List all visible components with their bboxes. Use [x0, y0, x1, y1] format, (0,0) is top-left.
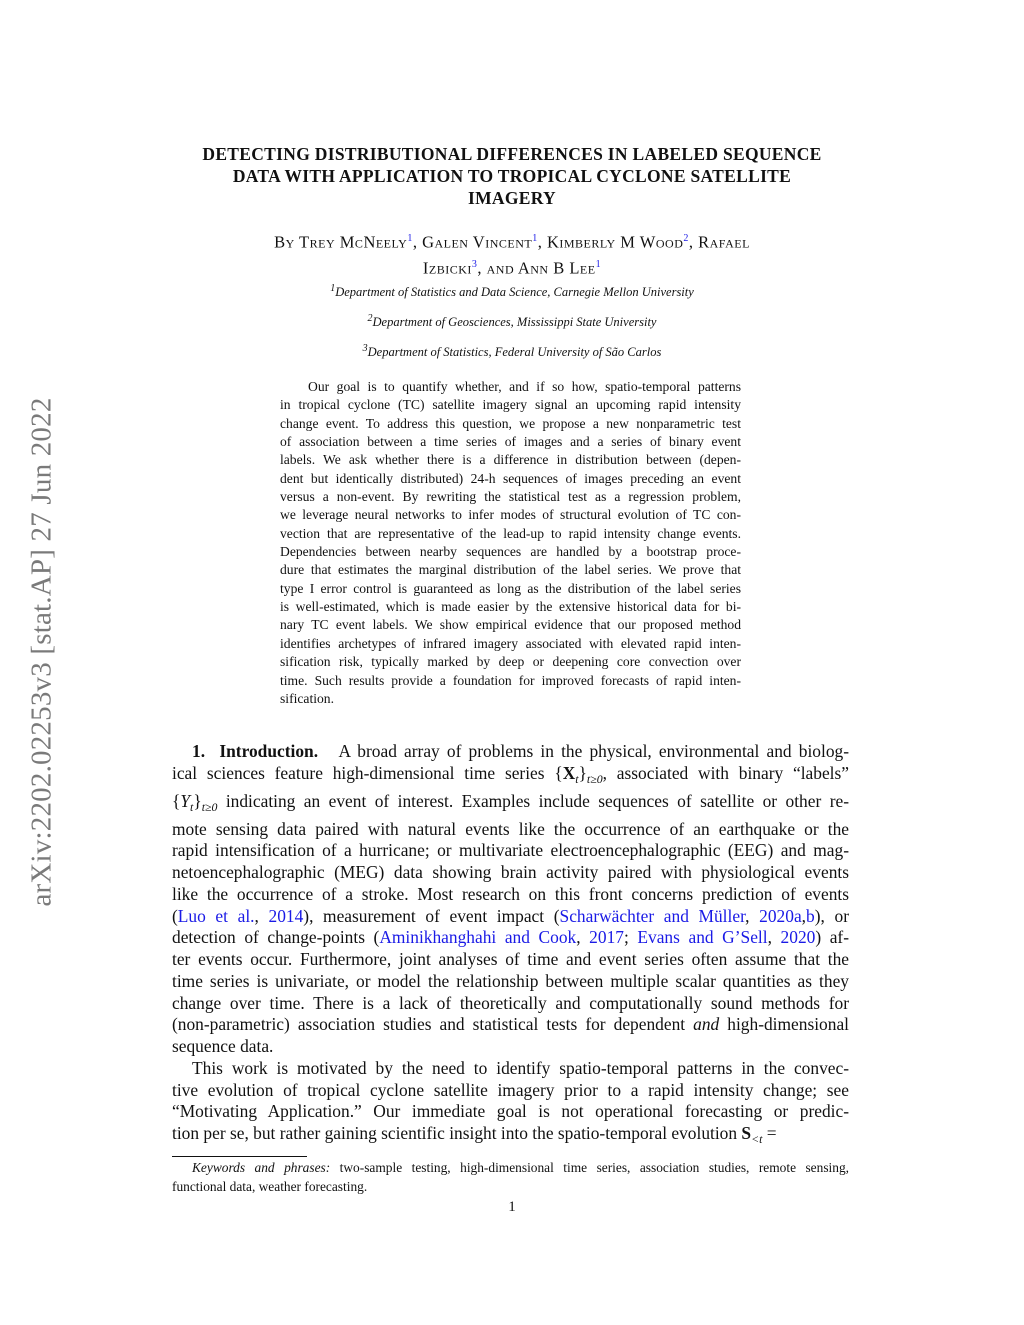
text-segment: labels. We ask whether there is a difference in distribution between (depen- — [280, 452, 741, 468]
text-line — [172, 819, 849, 841]
text-segment: ), or — [814, 905, 849, 926]
text-line — [172, 927, 849, 949]
text-line — [172, 1177, 849, 1196]
text-segment: we leverage neural networks to infer modes of structural evolution of TC con- — [280, 507, 741, 523]
affiliation-mark[interactable]: 1 — [532, 233, 538, 244]
text-line — [280, 672, 741, 690]
text-segment: detection of change-points ( — [172, 927, 380, 948]
affiliation-mark[interactable]: 1 — [407, 233, 413, 244]
text-line — [280, 415, 741, 433]
text-line — [280, 378, 741, 396]
text-line — [172, 791, 849, 819]
text-segment: , associated with binary “labels” — [602, 762, 849, 783]
text-line — [280, 488, 741, 506]
author-list: By Trey McNeely$^1$, Galen Vincent$^1$, Kimberly M Wood$^2$, Rafael Izbicki$^3$, and Ann B Lee$^1$ — [274, 232, 750, 277]
text-segment: indicating an event of interest. Examples include sequences of satellite or other re- — [217, 790, 849, 811]
author-name: Izbicki — [422, 258, 472, 277]
citation-link[interactable]: 2020a — [759, 905, 802, 926]
text-line — [280, 433, 741, 451]
text-segment: Dependencies between nearby sequences are handled by a bootstrap proce- — [280, 544, 741, 560]
title-line: DETECTING DISTRIBUTIONAL DIFFERENCES IN LABELED SEQUENCE — [202, 144, 822, 164]
text-segment: ; — [623, 927, 638, 948]
text-line — [280, 396, 741, 414]
paper-title — [160, 143, 864, 209]
author-name: By Trey McNeely — [274, 232, 408, 252]
text-segment: versus a non-event. By rewriting the statistical test as a regression problem, — [280, 489, 741, 505]
text-segment: This work is motivated by the need to identify spatio-temporal patterns in the convec- — [192, 1057, 849, 1078]
affiliation — [160, 313, 864, 330]
author-name: Galen Vincent — [422, 232, 533, 252]
text-segment: “Motivating Application.” Our immediate goal is not operational forecasting or predic- — [172, 1101, 849, 1122]
affiliation-text: Department of Statistics, Federal University of São Carlos — [367, 345, 662, 360]
text-segment: dure that estimates the marginal distribution of the label series. We prove that — [280, 562, 741, 578]
affiliation-number: 2 — [367, 313, 373, 324]
text-line — [172, 1158, 849, 1177]
author-name: Kimberly M Wood — [546, 232, 684, 252]
text-segment: <t — [751, 1132, 763, 1147]
text-segment: time. Such results provide a foundation for improved forecasts of rapid inten- — [280, 672, 741, 688]
text-segment: X — [562, 762, 576, 783]
text-line — [172, 862, 849, 884]
text-segment: mote sensing data paired with natural events like the occurrence of an earthquake or the — [172, 818, 849, 839]
text-segment: tive evolution of tropical cyclone satellite imagery prior to a rapid intensity change; see — [172, 1079, 849, 1100]
text-line — [280, 580, 741, 598]
text-segment: type I error control is guaranteed as long as the distribution of the label series — [280, 580, 741, 596]
text-segment: t≥0 — [586, 771, 603, 786]
text-line — [172, 1036, 849, 1058]
text-line — [280, 616, 741, 634]
affiliation-number: 1 — [330, 283, 336, 294]
text-segment: t — [190, 799, 194, 814]
text-segment: dent but identically distributed) 24-h sequences of images preceding an event — [280, 470, 741, 486]
affiliation-text: Department of Statistics and Data Science, Carnegie Mellon University — [335, 285, 694, 300]
text-segment: ical sciences feature high-dimensional time series { — [172, 762, 563, 783]
text-line — [172, 741, 849, 763]
text-line — [280, 690, 741, 708]
text-segment: ), measurement of event impact ( — [303, 905, 560, 926]
text-line — [280, 635, 741, 653]
text-segment: Y — [180, 790, 191, 811]
affiliation-mark[interactable]: 2 — [683, 233, 689, 244]
text-line — [280, 598, 741, 616]
text-segment: Our goal is to quantify whether, and if so how, spatio-temporal patterns — [308, 379, 741, 394]
text-line — [172, 1080, 849, 1102]
affiliation — [160, 283, 864, 300]
text-line — [172, 906, 849, 928]
text-line — [280, 470, 741, 488]
text-line — [280, 506, 741, 524]
text-line — [172, 949, 849, 971]
footnote-divider — [172, 1156, 307, 1157]
text-line — [280, 451, 741, 469]
text-segment: t≥0 — [201, 799, 218, 814]
text-segment: change over time. There is a lack of theoretically and computationally sound methods for — [172, 992, 849, 1013]
text-segment: { — [172, 790, 181, 811]
text-segment: , — [254, 905, 269, 926]
text-segment: vection that are representative of the lead-up to rapid intensity change events. — [280, 525, 741, 541]
text-segment: , — [745, 905, 760, 926]
text-segment: } — [193, 790, 202, 811]
citation-link[interactable]: Aminikhanghahi and Cook — [379, 927, 577, 948]
text-segment: two-sample testing, high-dimensional time series, association studies, remote sensing, — [330, 1160, 849, 1175]
text-line — [172, 763, 849, 791]
text-segment: A broad array of problems in the physical, environmental and biolog- — [318, 741, 849, 761]
affiliation — [160, 343, 864, 360]
text-segment: of association between a time series of images and a series of binary event — [280, 434, 741, 450]
affiliation-number: 3 — [362, 343, 368, 354]
text-segment: = — [762, 1123, 777, 1144]
affiliation-mark[interactable]: 3 — [471, 258, 478, 270]
text-line — [172, 884, 849, 906]
text-segment: rapid intensification of a hurricane; or multivariate electroencephalographic (EEG) and mag- — [172, 840, 849, 861]
citation-link[interactable]: 2017 — [589, 927, 624, 948]
text-segment: high-dimensional — [719, 1014, 849, 1035]
citation-link[interactable]: Scharwächter and Müller — [559, 905, 746, 926]
title-line: IMAGERY — [467, 188, 556, 208]
footnote-keywords — [172, 1158, 849, 1196]
text-segment: in tropical cyclone (TC) satellite imagery signal an upcoming rapid intensity — [280, 397, 741, 413]
text-segment: functional data, weather forecasting. — [172, 1179, 368, 1194]
text-segment: 1. Introduction. — [192, 741, 319, 761]
text-line — [280, 525, 741, 543]
abstract — [280, 378, 741, 708]
citation-link[interactable]: Evans and G’Sell — [637, 927, 768, 948]
arxiv-identifier[interactable]: arXiv:2202.02253v3 [stat.AP] 27 Jun 2022 — [25, 397, 58, 907]
text-segment: and — [693, 1014, 720, 1035]
text-segment: (non-parametric) association studies and statistical tests for dependent — [172, 1014, 694, 1035]
text-segment: ter events occur. Furthermore, joint analyses of time and event series often assume that the — [172, 949, 849, 970]
text-segment: } — [578, 762, 587, 783]
citation-link[interactable]: 2014 — [268, 905, 304, 926]
text-segment: ) af- — [815, 927, 850, 948]
citation-link[interactable]: 2020 — [780, 927, 816, 948]
text-segment: , — [767, 927, 781, 948]
affiliation-mark[interactable]: 1 — [595, 258, 602, 270]
text-segment: , — [576, 927, 590, 948]
text-line — [172, 1123, 849, 1151]
text-line — [172, 971, 849, 993]
text-segment: , — [801, 905, 807, 926]
author-name: and Ann B Lee — [486, 258, 596, 277]
text-segment: ( — [172, 905, 178, 926]
text-line — [172, 1101, 849, 1123]
text-segment: identifies archetypes of infrared imagery associated with elevated rapid inten- — [280, 635, 741, 651]
text-segment: Keywords and phrases: — [192, 1160, 331, 1175]
text-segment: t — [575, 771, 579, 786]
citation-link[interactable]: b — [806, 905, 815, 926]
text-segment: S — [741, 1123, 752, 1144]
text-segment: change event. To address this question, we propose a new nonparametric test — [280, 415, 741, 431]
text-segment: like the occurrence of a stroke. Most research on this front concerns prediction of events — [172, 883, 849, 904]
text-line — [172, 840, 849, 862]
page-number: 1 — [508, 1199, 516, 1215]
text-segment: sequence data. — [172, 1036, 274, 1057]
citation-link[interactable]: Luo et al. — [177, 905, 255, 926]
text-line — [280, 653, 741, 671]
text-segment: is well-estimated, which is made easier by the extensive historical data for bi- — [280, 599, 741, 615]
text-segment: netoencephalographic (MEG) data showing brain activity paired with physiological events — [172, 862, 849, 883]
text-segment: tion per se, but rather gaining scientific insight into the spatio-temporal evolution — [172, 1123, 742, 1144]
title-line: DATA WITH APPLICATION TO TROPICAL CYCLONE SATELLITE — [232, 166, 792, 186]
text-segment: sification risk, typically marked by deep or deepening core convection over — [280, 654, 741, 670]
introduction-section — [172, 741, 849, 1151]
author-name: Rafael — [698, 232, 750, 252]
text-line — [172, 1058, 849, 1080]
affiliation-text: Department of Geosciences, Mississippi State University — [372, 315, 657, 330]
text-line — [172, 1014, 849, 1036]
text-segment: nary TC event labels. We show empirical evidence that our proposed method — [280, 617, 741, 633]
text-segment: sification. — [280, 690, 334, 706]
text-segment: time series is univariate, or model the relationship between multiple scalar quantities as they — [172, 970, 849, 991]
text-line — [280, 543, 741, 561]
text-line — [280, 561, 741, 579]
text-line — [172, 993, 849, 1015]
